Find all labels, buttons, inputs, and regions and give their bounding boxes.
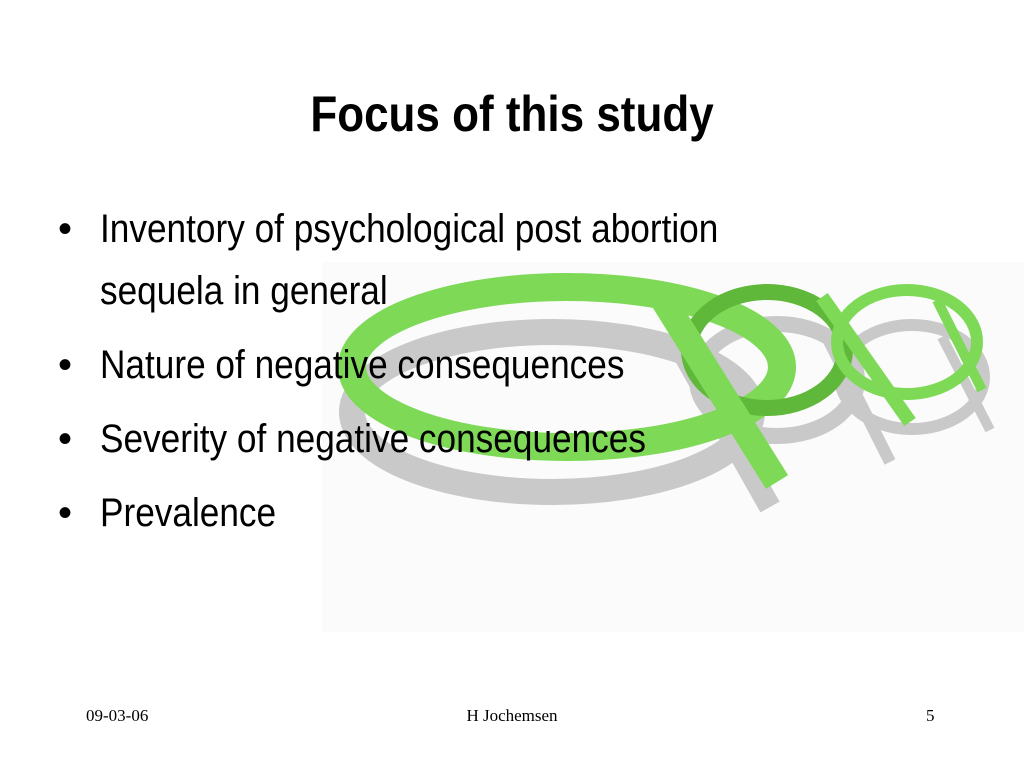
footer-author: H Jochemsen (466, 706, 558, 725)
bullet-text: Prevalence (100, 491, 277, 535)
list-item (58, 482, 878, 544)
bullet-text: Inventory of psychological post abortion sequela in general (100, 207, 719, 313)
footer-date: 09-03-06 (86, 706, 149, 725)
slide-title: Focus of this study (310, 86, 714, 142)
bullet-text: Nature of negative consequences (100, 343, 625, 387)
bullet-icon: • (58, 343, 73, 387)
bullet-list (58, 198, 878, 556)
bullet-icon: • (58, 207, 73, 251)
list-item (58, 408, 878, 470)
bullet-icon: • (58, 417, 73, 461)
bullet-text: Severity of negative consequences (100, 417, 646, 461)
bullet-icon: • (58, 491, 73, 535)
list-item (58, 198, 878, 322)
footer-page-number: 5 (926, 706, 935, 725)
list-item (58, 334, 878, 396)
